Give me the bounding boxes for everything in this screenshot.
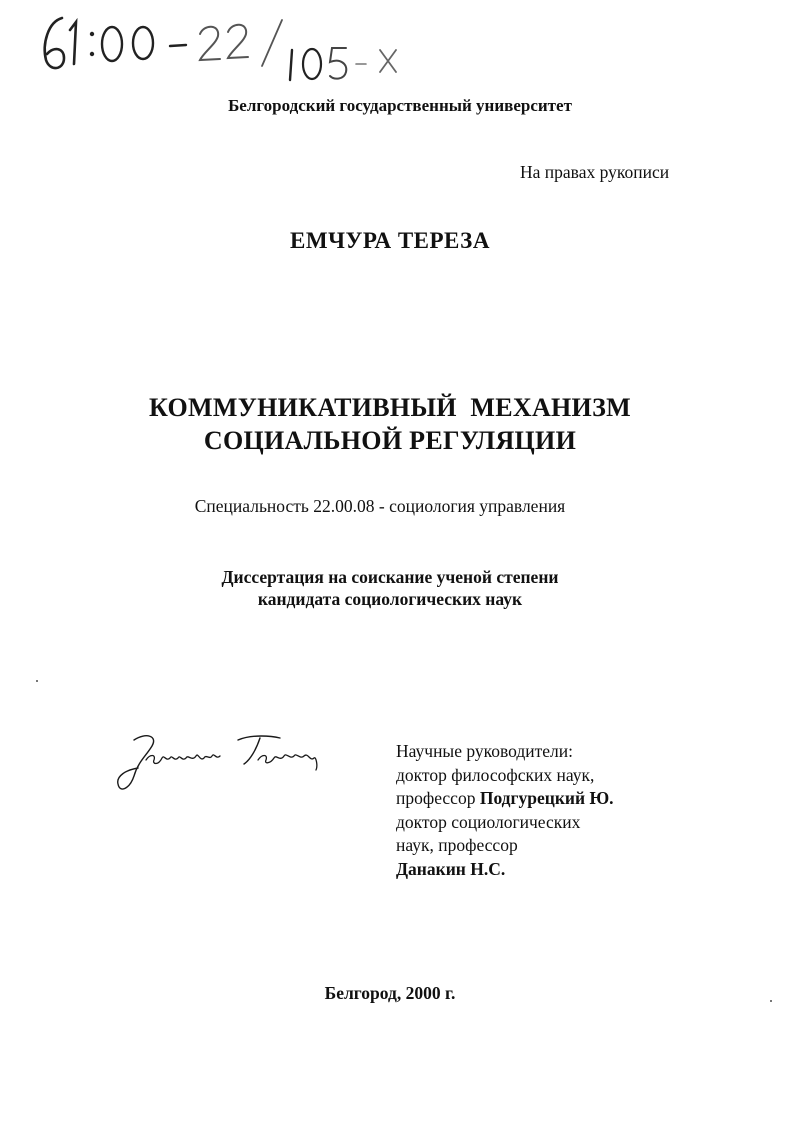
city-year: Белгород, 2000 г.: [324, 983, 456, 1003]
advisor-1-name: Подгурецкий Ю.: [479, 788, 614, 808]
advisors-heading: Научные руководители:: [396, 741, 573, 761]
degree-statement: [0, 566, 780, 610]
handwritten-archive-code: [0, 0, 420, 90]
advisor-2-name: Данакин Н.С.: [396, 858, 506, 879]
title-line-1: КОММУНИКАТИВНЫЙ МЕХАНИЗМ: [149, 393, 631, 422]
title-line-2: СОЦИАЛЬНОЙ РЕГУЛЯЦИИ: [203, 426, 577, 455]
manuscript-rights-note: На правах рукописи: [520, 162, 670, 182]
degree-line-1: Диссертация на соискание ученой степени: [221, 567, 559, 587]
advisor-1-line: [396, 787, 614, 811]
advisor-1-rank: профессор: [396, 788, 476, 808]
advisor-2-title-line-1: доктор социологических: [396, 811, 581, 832]
scan-speck: [36, 680, 38, 682]
advisor-1-title: доктор философских наук,: [396, 764, 595, 785]
advisor-2-line: [396, 858, 614, 882]
author-signature: [112, 722, 332, 802]
degree-line-2: кандидата социологических наук: [257, 589, 523, 609]
specialty-line: Специальность 22.00.08 - социология управления: [194, 496, 566, 516]
advisor-2-title-line-2: наук, профессор: [396, 835, 518, 855]
scientific-advisors: [396, 740, 614, 881]
dissertation-title: [0, 391, 780, 457]
university-name: Белгородский государственный университет: [228, 96, 572, 115]
scan-speck: [770, 1000, 772, 1002]
author-name: ЕМЧУРА ТЕРЕЗА: [290, 228, 490, 253]
